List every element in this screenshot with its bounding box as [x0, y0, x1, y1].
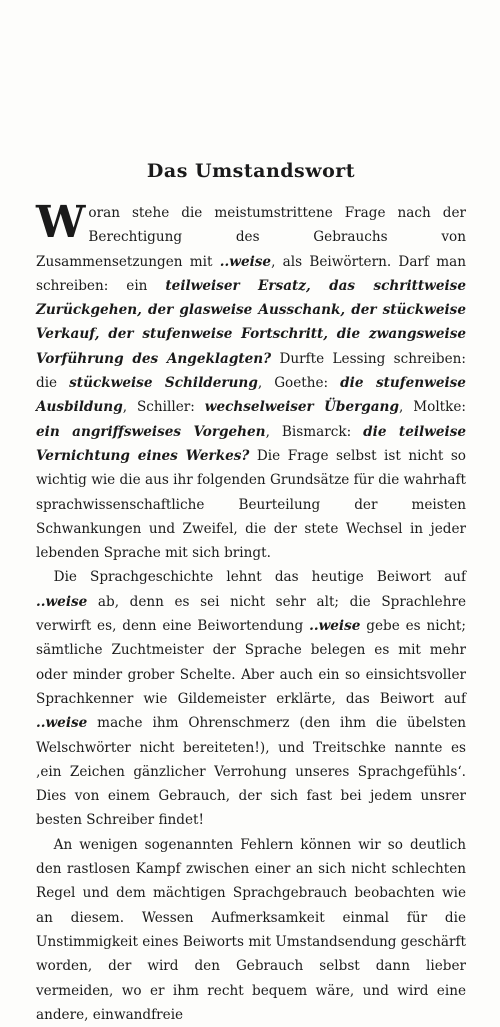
emphasized-text: teilweiser Ersatz, das schrittweise Zurückgehen, der glasweise Ausschank, der stückweise Verkauf, der stufenweise Fortschritt, die zwangsweise Vorführung des Angeklagten? [36, 277, 466, 367]
emphasized-text: ein angriffsweises Vorgehen [36, 423, 266, 440]
emphasized-text: ..weise [36, 715, 88, 732]
book-page [36, 0, 466, 1023]
body-text-run: gebe es nicht; sämtliche Zuchtmeister der Sprache belegen es mit mehr oder minder grober Schelte. Aber auch ein so einsichtsvoller Sprachkenner wie Gildemeister erklärte, das Beiwort auf [36, 618, 466, 707]
body-text-run: Durfte Lessing schreiben: die [36, 350, 466, 392]
body-text-run: mache ihm Ohrenschmerz (den ihm die übelsten Welschwörter nicht bereiteten!), und Treitschke nannte es ‚ein Zeichen gänzlicher Verrohung unseres Sprachgefühls‘. Dies von einem Gebrauch, der sich fast bei jedem unsrer besten Schreiber findet! [36, 715, 466, 829]
body-text-run: , als Beiwörtern. Darf man schreiben: ein [36, 253, 466, 294]
body-text-run: , Bismarck: [265, 423, 364, 440]
emphasized-text: die teilweise Vernichtung eines Werkes? [36, 423, 466, 464]
emphasized-text: die stufenweise Ausbildung [36, 375, 466, 416]
emphasized-text: wechselweiser Übergang [204, 399, 399, 416]
body-text-run: ab, denn es sei nicht sehr alt; die Sprachlehre verwirft es, denn eine Beiwortendung [36, 593, 466, 635]
emphasized-text: stückweise Schilderung [69, 375, 258, 392]
paragraph [36, 565, 466, 832]
body-text-run: , Moltke: [398, 399, 466, 416]
body-text-run: , Goethe: [257, 375, 341, 392]
body-text-run: , Schiller: [122, 399, 205, 416]
paragraph [36, 833, 466, 1027]
body-text-run: Die Sprachgeschichte lehnt das heutige Beiwort auf [53, 569, 466, 586]
body-text [36, 197, 466, 1027]
chapter-title: Das Umstandswort [146, 160, 356, 182]
emphasized-text: ..weise [219, 253, 272, 270]
body-text-run: Die Frage selbst ist nicht so wichtig wie die aus ihr folgenden Grundsätze für die wahrhaft sprachwissenschaftliche Beurteilung der meisten Schwankungen und Zweifel, die der stete Wechsel in jeder lebenden Sprache mit sich bringt. [36, 447, 466, 562]
drop-cap-letter: W [36, 197, 86, 248]
body-text-run: oran stehe die meistumstrittene Frage nach der Berechtigung des Gebrauchs von Zusammensetzungen mit [36, 205, 466, 270]
emphasized-text: ..weise [36, 593, 88, 610]
paragraph [36, 197, 466, 565]
emphasized-text: ..weise [309, 618, 361, 635]
body-text-run: An wenigen sogenannten Fehlern können wir so deutlich den rastlosen Kampf zwischen einer an sich nicht schlechten Regel und dem mächtigen Sprachgebrauch beobachten wie an diesem. Wessen Aufmerksamkeit einmal für die Unstimmigkeit eines Beiworts mit Umstandsendung geschärft worden, der wird den Gebrauch selbst dann lieber vermeiden, wo er ihm recht bequem wäre, und wird eine andere, einwandfreie [36, 836, 466, 1023]
